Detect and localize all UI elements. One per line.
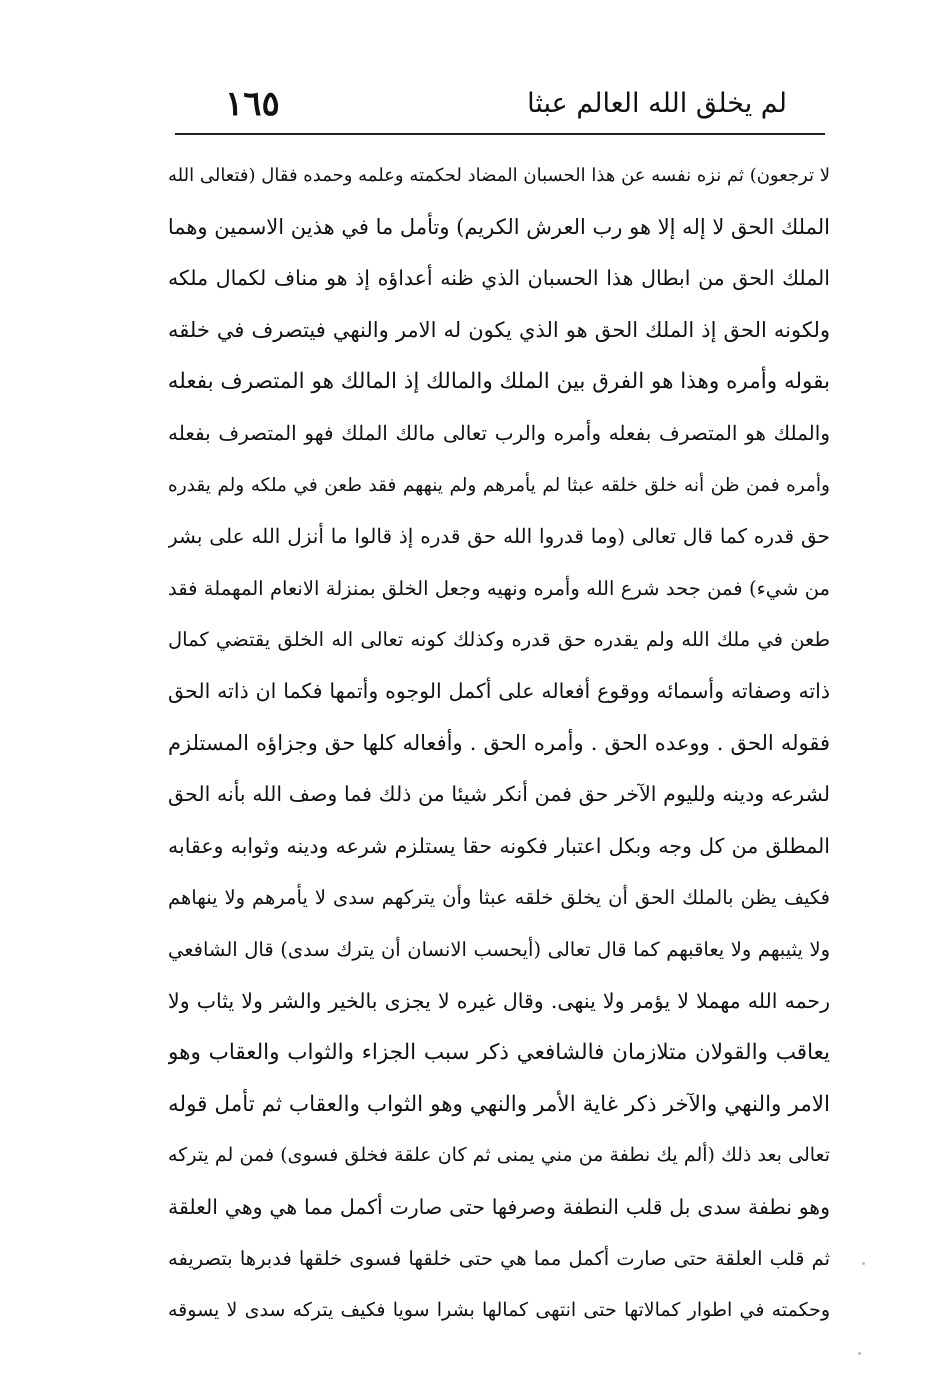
text-line: حق قدره كما قال تعالى (وما قدروا الله حق قدره إذ قالوا ما أنزل الله على بشر — [168, 524, 830, 549]
text-line: ولكونه الحق إذ الملك الحق هو الذي يكون له الامر والنهي فيتصرف في خلقه — [168, 317, 830, 342]
text-line: وحكمته في اطوار كمالاتها حتى انتهى كمالها بشرا سويا فكيف يتركه سدى لا يسوقه — [168, 1299, 830, 1322]
text-line: تعالى بعد ذلك (ألم يك نطفة من مني يمنى ثم كان علقة فخلق فسوى) فمن لم يتركه — [168, 1144, 830, 1167]
running-title: لم يخلق الله العالم عبثا — [527, 88, 787, 119]
text-line: طعن في ملك الله ولم يقدره حق قدره وكذلك كونه تعالى اله الخلق يقتضي كمال — [168, 628, 830, 652]
text-line: المطلق من كل وجه وبكل اعتبار فكونه حقا يستلزم شرعه ودينه وثوابه وعقابه — [168, 833, 830, 858]
text-line: بقوله وأمره وهذا هو الفرق بين الملك والمالك إذ المالك هو المتصرف بفعله — [168, 369, 830, 395]
text-line: لشرعه ودينه ولليوم الآخر حق فمن أنكر شيئا من ذلك فما وصف الله بأنه الحق — [168, 782, 830, 807]
text-line: من شيء) فمن جحد شرع الله وأمره ونهيه وجعل الخلق بمنزلة الانعام المهملة فقد — [168, 576, 830, 600]
page-header — [175, 78, 825, 132]
text-line: وأمره فمن ظن أنه خلق خلقه عبثا لم يأمرهم ولم ينههم فقد طعن في ملكه ولم يقدره — [168, 474, 830, 496]
paper-speck — [858, 1352, 861, 1355]
text-line: وهو نطفة سدى بل قلب النطفة وصرفها حتى صارت أكمل مما هي وهي العلقة — [168, 1194, 830, 1219]
text-line: الملك الحق لا إله إلا هو رب العرش الكريم) وتأمل ما في هذين الاسمين وهما — [168, 214, 830, 239]
header-rule — [175, 133, 825, 135]
body-text — [168, 150, 830, 1337]
text-line: فكيف يظن بالملك الحق أن يخلق خلقه عبثا وأن يتركهم سدى لا يأمرهم ولا ينهاهم — [168, 886, 830, 910]
text-line: يعاقب والقولان متلازمان فالشافعي ذكر سبب الجزاء والثواب والعقاب وهو — [168, 1040, 830, 1066]
paper-speck — [862, 1262, 865, 1265]
text-line: والملك هو المتصرف بفعله وأمره والرب تعالى مالك الملك فهو المتصرف بفعله — [168, 420, 830, 445]
text-line: فقوله الحق . ووعده الحق . وأمره الحق . وأفعاله كلها حق وجزاؤه المستلزم — [168, 730, 830, 755]
text-line: ذاته وصفاته وأسمائه ووقوع أفعاله على أكمل الوجوه وأتمها فكما ان ذاته الحق — [168, 678, 830, 703]
text-line: لا ترجعون) ثم نزه نفسه عن هذا الحسبان المضاد لحكمته وعلمه وحمده فقال (فتعالى الله — [168, 165, 830, 186]
text-line: ولا يثيبهم ولا يعاقبهم كما قال تعالى (أيحسب الانسان أن يترك سدى) قال الشافعي — [168, 937, 830, 961]
text-line: رحمه الله مهملا لا يؤمر ولا ينهى. وقال غيره لا يجزى بالخير والشر ولا يثاب ولا — [168, 988, 830, 1013]
text-line: الملك الحق من ابطال هذا الحسبان الذي ظنه أعداؤه إذ هو مناف لكمال ملكه — [168, 266, 830, 291]
text-line: الامر والنهي والآخر ذكر غاية الأمر والنهي وهو الثواب والعقاب ثم تأمل قوله — [168, 1091, 830, 1117]
page-number: ١٦٥ — [225, 84, 280, 124]
text-line: ثم قلب العلقة حتى صارت أكمل مما هي حتى خلقها فسوى خلقها فدبرها بتصريفه — [168, 1247, 830, 1271]
